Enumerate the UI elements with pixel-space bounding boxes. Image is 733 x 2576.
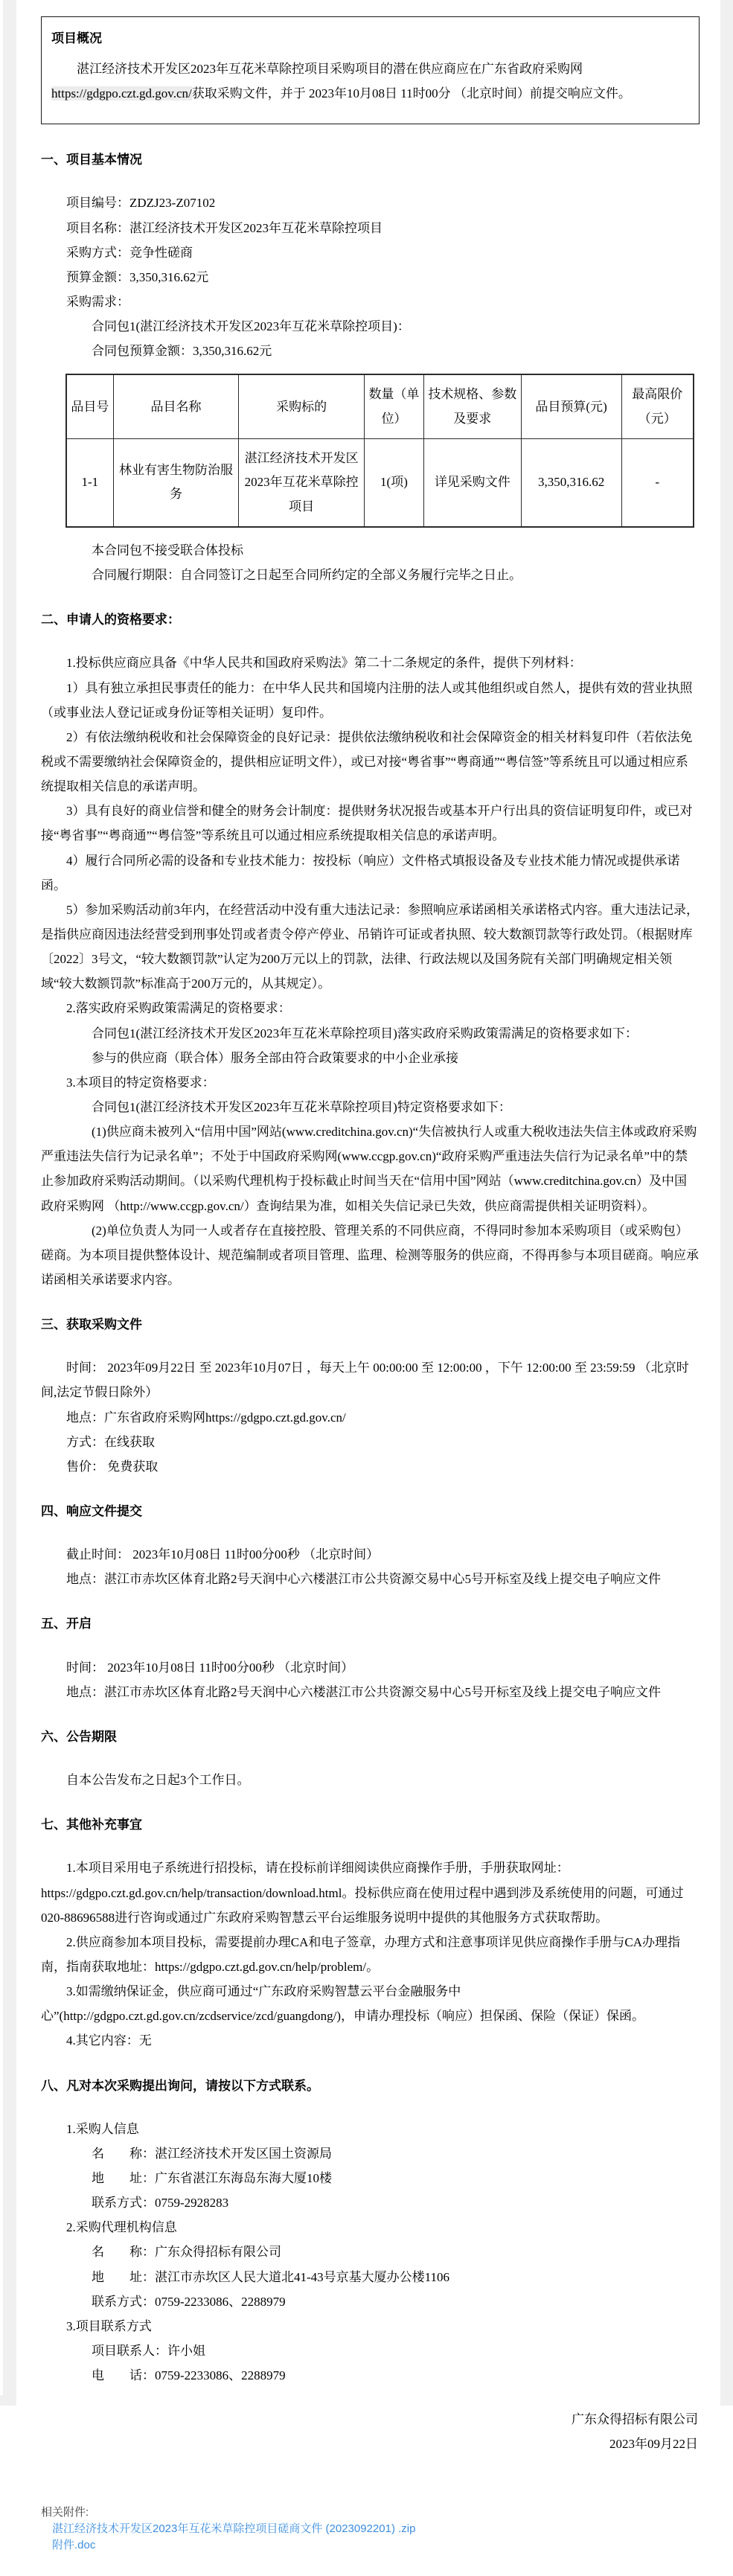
note-duration: 合同履行期限：自合同签订之日起至合同所约定的全部义务履行完毕之日止。 bbox=[92, 568, 522, 583]
col-header-budget: 品目预算(元) bbox=[521, 374, 621, 438]
section1-heading: 一、项目基本情况 bbox=[41, 153, 142, 167]
qualification-para: 2）有依法缴纳税收和社会保障资金的良好记录：提供依法缴纳税收和社会保障资金的相关材料复印件（若依法免税或不需要缴纳社会保障资金的，提供相应证明文件），或已对接“粤省事”“粤商通”“粤信签”等系统且可以通过相应系统提取相关信息的承诺声明。 bbox=[41, 729, 693, 794]
announcement-document bbox=[16, 0, 720, 2576]
qualification-para: 参与的供应商（联合体）服务全部由符合政策要求的中小企业承接 bbox=[92, 1050, 458, 1065]
procurement-site-url: https://gdgpo.czt.gd.gov.cn/ bbox=[51, 86, 192, 101]
page-left-gutter bbox=[3, 0, 16, 2406]
doc-acquire-method: 方式：在线获取 bbox=[66, 1434, 155, 1449]
qualification-para: 5）参加采购活动前3年内，在经营活动中没有重大违法记录：参照响应承诺函相关承诺格式内容。重大违法记录，是指供应商因违法经营受到刑事处罚或者责令停产停业、吊销许可证或者执照、较大数额罚款等行政处罚。（根据财库〔2022〕3号文，“较大数额罚款”认定为200万元以上的罚款，法律、行政法规以及国务院有关部门明确规定相关领域“较大数额罚款”标准高于200万元的，从其规定）。 bbox=[41, 902, 699, 991]
opening-time: 时间： 2023年10月08日 11时00分00秒 （北京时间） bbox=[66, 1660, 354, 1675]
attachments-section bbox=[41, 2505, 700, 2554]
qualification-para: 合同包1(湛江经济技术开发区2023年互花米草除控项目)特定资格要求如下： bbox=[92, 1099, 511, 1114]
qualification-para: 4）履行合同所必需的设备和专业技术能力：按投标（响应）文件格式填报设备及专业技术能力情况或提供承诺函。 bbox=[41, 853, 680, 892]
agency-info-title: 2.采购代理机构信息 bbox=[66, 2220, 177, 2235]
section5-heading: 五、开启 bbox=[41, 1617, 92, 1631]
buyer-info-title: 1.采购人信息 bbox=[66, 2121, 139, 2136]
qualification-para: 合同包1(湛江经济技术开发区2023年互花米草除控项目)落实政府采购政策需满足的资格要求如下： bbox=[92, 1026, 638, 1041]
project-number: 项目编号：ZDZJ23-Z07102 bbox=[66, 196, 216, 211]
signature-company: 广东众得招标有限公司 bbox=[572, 2412, 698, 2427]
supplementary-para: 4.其它内容：无 bbox=[66, 2033, 152, 2048]
note-consortium: 本合同包不接受联合体投标 bbox=[92, 543, 243, 557]
cell-item-name: 林业有害生物防治服务 bbox=[113, 439, 239, 527]
page-right-gutter bbox=[720, 0, 733, 2406]
col-header-item-name: 品目名称 bbox=[113, 374, 239, 438]
project-contact-phone: 电 话：0759-2233086、2288979 bbox=[92, 2368, 286, 2383]
package-line: 合同包1(湛江经济技术开发区2023年互花米草除控项目)： bbox=[92, 319, 410, 334]
overview-paragraph bbox=[51, 57, 681, 106]
attachment-link-doc[interactable]: 附件.doc bbox=[52, 2538, 96, 2551]
col-header-item-no: 品目号 bbox=[66, 374, 113, 438]
submit-place: 地点：湛江市赤坎区体育北路2号天润中心六楼湛江市公共资源交易中心5号开标室及线上提交电子响应文件 bbox=[66, 1572, 661, 1587]
overview-title: 项目概况 bbox=[51, 31, 102, 45]
section3-heading: 三、获取采购文件 bbox=[41, 1317, 142, 1332]
buyer-contact: 联系方式：0759-2928283 bbox=[92, 2196, 229, 2211]
agency-address: 地 址：湛江市赤坎区人民大道北41-43号京基大厦办公楼1106 bbox=[92, 2269, 450, 2284]
qualification-para: (1)供应商未被列入“信用中国”网站(www.creditchina.gov.cn)“失信被执行人或重大税收违法失信主体或政府采购严重违法失信行为记录名单”；不处于中国政府采购网(www.ccgp.gov.cn)“政府采购严重违法失信行为记录名单”中的禁止参加政府采购活动期间。（以采购代理机构于投标截止时间当天在“信用中国”网站（www.creditchina.gov.cn）及中国政府采购网 （http://www.ccgp.gov.cn/）查询结果为准，如相关失信记录已失效，供应商需提供相关证明资料）。 bbox=[41, 1125, 697, 1213]
agency-name: 名 称：广东众得招标有限公司 bbox=[92, 2245, 281, 2260]
items-table-header-row bbox=[66, 374, 694, 438]
package-budget: 合同包预算金额：3,350,316.62元 bbox=[92, 344, 272, 359]
cell-budget: 3,350,316.62 bbox=[521, 439, 621, 527]
qualification-para: 2.落实政府采购政策需满足的资格要求： bbox=[66, 1001, 291, 1016]
attachment-link-zip[interactable]: 湛江经济技术开发区2023年互花米草除控项目磋商文件 (2023092201) .zip bbox=[52, 2522, 416, 2536]
agency-contact: 联系方式：0759-2233086、2288979 bbox=[92, 2294, 286, 2309]
doc-acquire-price: 售价： 免费获取 bbox=[66, 1459, 159, 1474]
col-header-spec: 技术规格、参数及要求 bbox=[423, 374, 521, 438]
section2-heading: 二、申请人的资格要求： bbox=[41, 613, 180, 627]
qualification-para: 3.本项目的特定资格要求： bbox=[66, 1075, 215, 1090]
cell-quantity: 1(项) bbox=[364, 439, 423, 527]
supplementary-para: 1.本项目采用电子系统进行招投标，请在投标前详细阅读供应商操作手册，手册获取网址：https://gdgpo.czt.gd.gov.cn/help/transaction/download.html。投标供应商在使用过程中遇到涉及系统使用的问题，可通过020-88696588进行咨询或通过广东政府采购智慧云平台运维服务说明中提供的其他服务方式获取帮助。 bbox=[41, 1861, 684, 1925]
overview-text-before-link: 湛江经济技术开发区2023年互花米草除控项目采购项目的潜在供应商应在广东省政府采购网 bbox=[77, 62, 583, 76]
col-header-target: 采购标的 bbox=[239, 374, 365, 438]
section8-heading: 八、凡对本次采购提出询问，请按以下方式联系。 bbox=[41, 2078, 319, 2093]
project-name: 项目名称：湛江经济技术开发区2023年互花米草除控项目 bbox=[66, 220, 382, 235]
project-overview-box bbox=[41, 16, 700, 124]
buyer-address: 地 址：广东省湛江东海岛东海大厦10楼 bbox=[92, 2171, 332, 2185]
project-contact-title: 3.项目联系方式 bbox=[66, 2318, 152, 2333]
table-row bbox=[66, 439, 694, 527]
qualification-para: 3）具有良好的商业信誉和健全的财务会计制度：提供财务状况报告或基本开户行出具的资信证明复印件，或已对接“粤省事”“粤商通”“粤信签”等系统且可以通过相应系统提取相关信息的承诺声明。 bbox=[41, 804, 693, 843]
doc-acquire-time: 时间： 2023年09月22日 至 2023年10月07日 ，每天上午 00:00:00 至 12:00:00 ，下午 12:00:00 至 23:59:59 （北京时间,法定节假日除外） bbox=[41, 1361, 689, 1400]
project-contact-person: 项目联系人：许小姐 bbox=[92, 2343, 205, 2358]
cell-max-price: - bbox=[621, 439, 694, 527]
qualification-para: 1）具有独立承担民事责任的能力：在中华人民共和国境内注册的法人或其他组织或自然人，提供有效的营业执照（或事业法人登记证或身份证等相关证明）复印件。 bbox=[41, 680, 693, 720]
cell-target: 湛江经济技术开发区2023年互花米草除控项目 bbox=[239, 439, 365, 527]
overview-text-after-link: 获取采购文件，并于 2023年10月08日 11时00分 （北京时间）前提交响应文件。 bbox=[191, 86, 631, 101]
col-header-quantity: 数量（单位） bbox=[364, 374, 423, 438]
buyer-name: 名 称：湛江经济技术开发区国土资源局 bbox=[92, 2146, 332, 2161]
submit-deadline: 截止时间： 2023年10月08日 11时00分00秒 （北京时间） bbox=[66, 1547, 380, 1562]
items-table bbox=[65, 374, 694, 527]
section6-heading: 六、公告期限 bbox=[41, 1729, 117, 1744]
budget-amount: 预算金额：3,350,316.62元 bbox=[66, 269, 209, 284]
supplementary-para: 2.供应商参加本项目投标，需要提前办理CA和电子签章，办理方式和注意事项详见供应商操作手册与CA办理指南，指南获取地址：https://gdgpo.czt.gd.gov.cn/help/problem/。 bbox=[41, 1934, 680, 1974]
section4-heading: 四、响应文件提交 bbox=[41, 1503, 142, 1518]
announcement-period: 自本公告发布之日起3个工作日。 bbox=[66, 1773, 250, 1788]
signature-date: 2023年09月22日 bbox=[609, 2437, 698, 2452]
col-header-max-price: 最高限价（元） bbox=[621, 374, 694, 438]
opening-place: 地点：湛江市赤坎区体育北路2号天润中心六楼湛江市公共资源交易中心5号开标室及线上提交电子响应文件 bbox=[66, 1684, 661, 1699]
attachments-label: 相关附件: bbox=[41, 2505, 89, 2519]
signature-block bbox=[41, 2407, 700, 2456]
qualification-para: (2)单位负责人为同一人或者存在直接控股、管理关系的不同供应商，不得同时参加本采购项目（或采购包）磋商。为本项目提供整体设计、规范编制或者项目管理、监理、检测等服务的供应商，不得再参与本项目磋商。响应承诺函相关承诺要求内容。 bbox=[41, 1223, 699, 1287]
doc-acquire-place: 地点：广东省政府采购网https://gdgpo.czt.gd.gov.cn/ bbox=[66, 1410, 346, 1425]
cell-item-no: 1-1 bbox=[66, 439, 113, 527]
section7-heading: 七、其他补充事宜 bbox=[41, 1818, 142, 1832]
procurement-method: 采购方式：竞争性磋商 bbox=[66, 245, 193, 260]
demand-label: 采购需求： bbox=[66, 295, 129, 310]
supplementary-para: 3.如需缴纳保证金，供应商可通过“广东政府采购智慧云平台金融服务中心”(http://gdgpo.czt.gd.gov.cn/zcdservice/zcd/guangdong/)，申请办理投标（响应）担保函、保险（保证）保函。 bbox=[41, 1984, 644, 2024]
qualification-para: 1.投标供应商应具备《中华人民共和国政府采购法》第二十二条规定的条件，提供下列材料： bbox=[66, 656, 582, 671]
cell-spec: 详见采购文件 bbox=[423, 439, 521, 527]
